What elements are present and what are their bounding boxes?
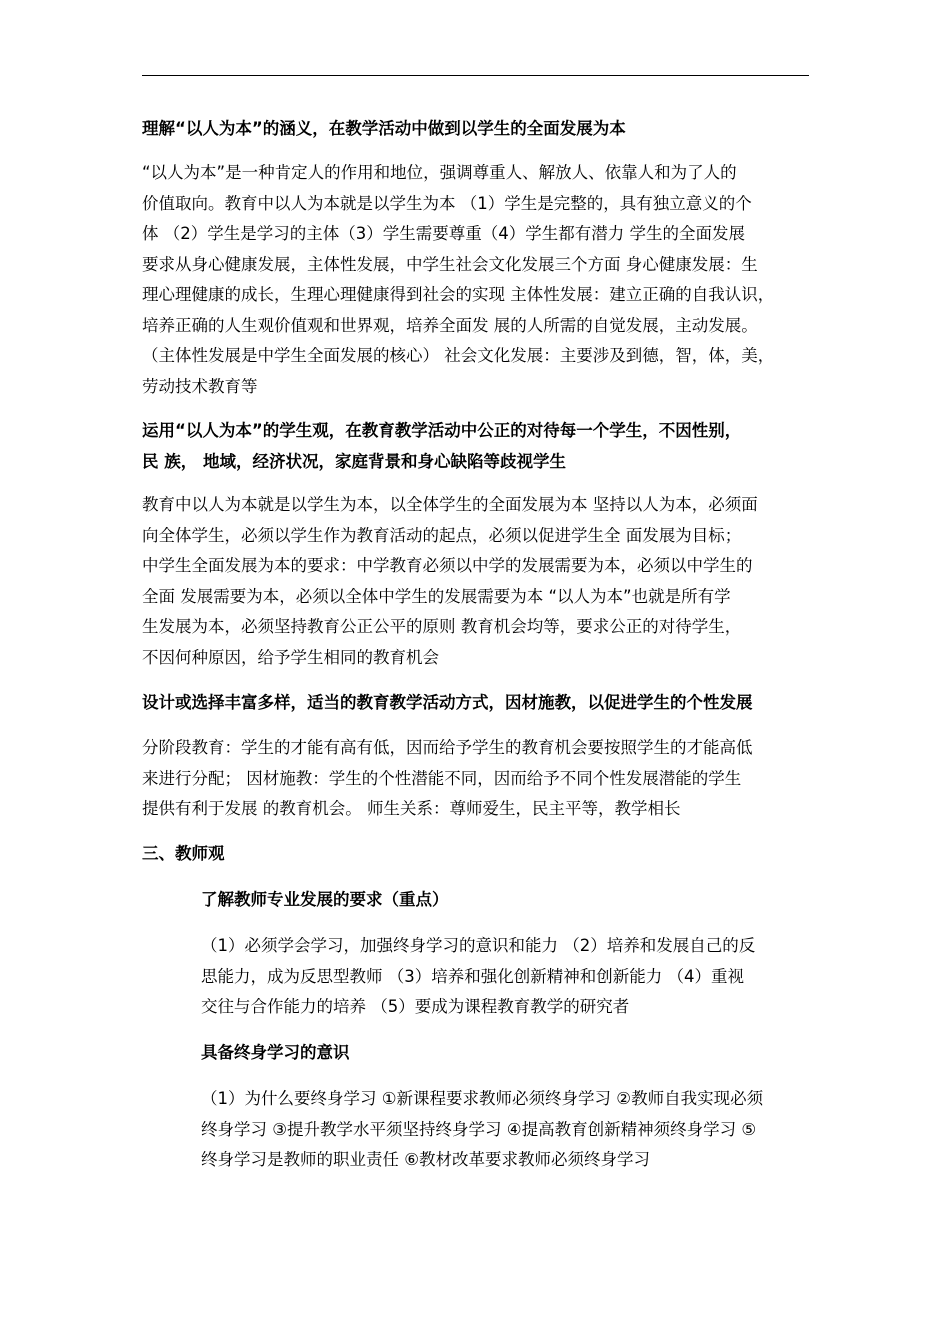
section-3-body [142, 733, 753, 825]
body-line: 向全体学生，必须以学生作为教育活动的起点，必须以促进学生全 面发展为目标； [142, 525, 742, 545]
body-line: 思能力，成为反思型教师 （3）培养和强化创新精神和创新能力 （4）重视 [201, 966, 744, 986]
body-line: 交往与合作能力的培养 （5）要成为课程教育教学的研究者 [201, 997, 630, 1016]
section-5-body [201, 931, 755, 1023]
section-2-heading [142, 416, 741, 477]
heading-line: 运用“以人为本”的学生观，在教育教学活动中公正的对待每一个学生，不因性别， [142, 421, 742, 440]
body-line: （1）必须学会学习，加强终身学习的意识和能力 （2）培养和发展自己的反 [201, 936, 756, 955]
body-line: 教育中以人为本就是以学生为本，以全体学生的全面发展为本 坚持以人为本，必须面 [142, 495, 758, 514]
body-line: （1）为什么要终身学习 ①新课程要求教师必须终身学习 ②教师自我实现必须 [201, 1089, 764, 1108]
section-3-heading [142, 688, 753, 719]
body-line: 理心理健康的成长，生理心理健康得到社会的实现 主体性发展：建立正确的自我认识， [142, 285, 775, 304]
section-6-heading [201, 1038, 350, 1069]
body-line: 培养正确的人生观价值观和世界观，培养全面发 展的人所需的自觉发展，主动发展。 [142, 315, 758, 335]
body-line: 劳动技术教育等 [142, 376, 258, 396]
heading-line: 理解“以人为本”的涵义，在教学活动中做到以学生的全面发展为本 [142, 119, 626, 138]
section-5-heading [201, 885, 449, 916]
body-line: 价值取向。教育中以人为本就是以学生为本 （1）学生是完整的，具有独立意义的个 [142, 193, 752, 213]
heading-line: 具备终身学习的意识 [201, 1043, 350, 1062]
heading-line: 了解教师专业发展的要求（重点） [201, 890, 449, 909]
body-line: 要求从身心健康发展，主体性发展，中学生社会文化发展三个方面 身心健康发展：生 [142, 254, 758, 274]
body-line: “以人为本”是一种肯定人的作用和地位，强调尊重人、解放人、依靠人和为了人的 [142, 163, 737, 182]
heading-line: 民 族， 地域，经济状况，家庭背景和身心缺陷等歧视学生 [142, 451, 566, 471]
body-line: 不因何种原因，给予学生相同的教育机会 [142, 647, 439, 667]
section-6-body [201, 1084, 763, 1176]
section-1-body [142, 158, 774, 402]
section-2-body [142, 490, 758, 673]
heading-line: 三、教师观 [142, 844, 225, 863]
heading-line: 设计或选择丰富多样，适当的教育教学活动方式，因材施教，以促进学生的个性发展 [142, 693, 753, 712]
section-1-heading [142, 114, 626, 145]
header-rule [142, 75, 809, 76]
body-line: 终身学习是教师的职业责任 ⑥教材改革要求教师必须终身学习 [201, 1150, 651, 1169]
body-line: 终身学习 ③提升教学水平须坚持终身学习 ④提高教育创新精神须终身学习 ⑤ [201, 1119, 757, 1139]
body-line: 生发展为本，必须坚持教育公正公平的原则 教育机会均等，要求公正的对待学生， [142, 617, 742, 636]
body-line: 中学生全面发展为本的要求：中学教育必须以中学的发展需要为本，必须以中学生的 [142, 556, 753, 575]
body-line: （主体性发展是中学生全面发展的核心） 社会文化发展：主要涉及到德，智，体，美， [142, 346, 775, 365]
chapter-heading [142, 839, 225, 870]
body-line: 来进行分配； 因材施教：学生的个性潜能不同，因而给予不同个性发展潜能的学生 [142, 768, 742, 788]
body-line: 体 （2）学生是学习的主体（3）学生需要尊重（4）学生都有潜力 学生的全面发展 [142, 224, 745, 243]
body-line: 分阶段教育：学生的才能有高有低，因而给予学生的教育机会要按照学生的才能高低 [142, 738, 753, 757]
body-line: 提供有利于发展 的教育机会。 师生关系：尊师爱生，民主平等，教学相长 [142, 799, 681, 818]
body-line: 全面 发展需要为本，必须以全体中学生的发展需要为本 “以人为本”也就是所有学 [142, 586, 731, 606]
